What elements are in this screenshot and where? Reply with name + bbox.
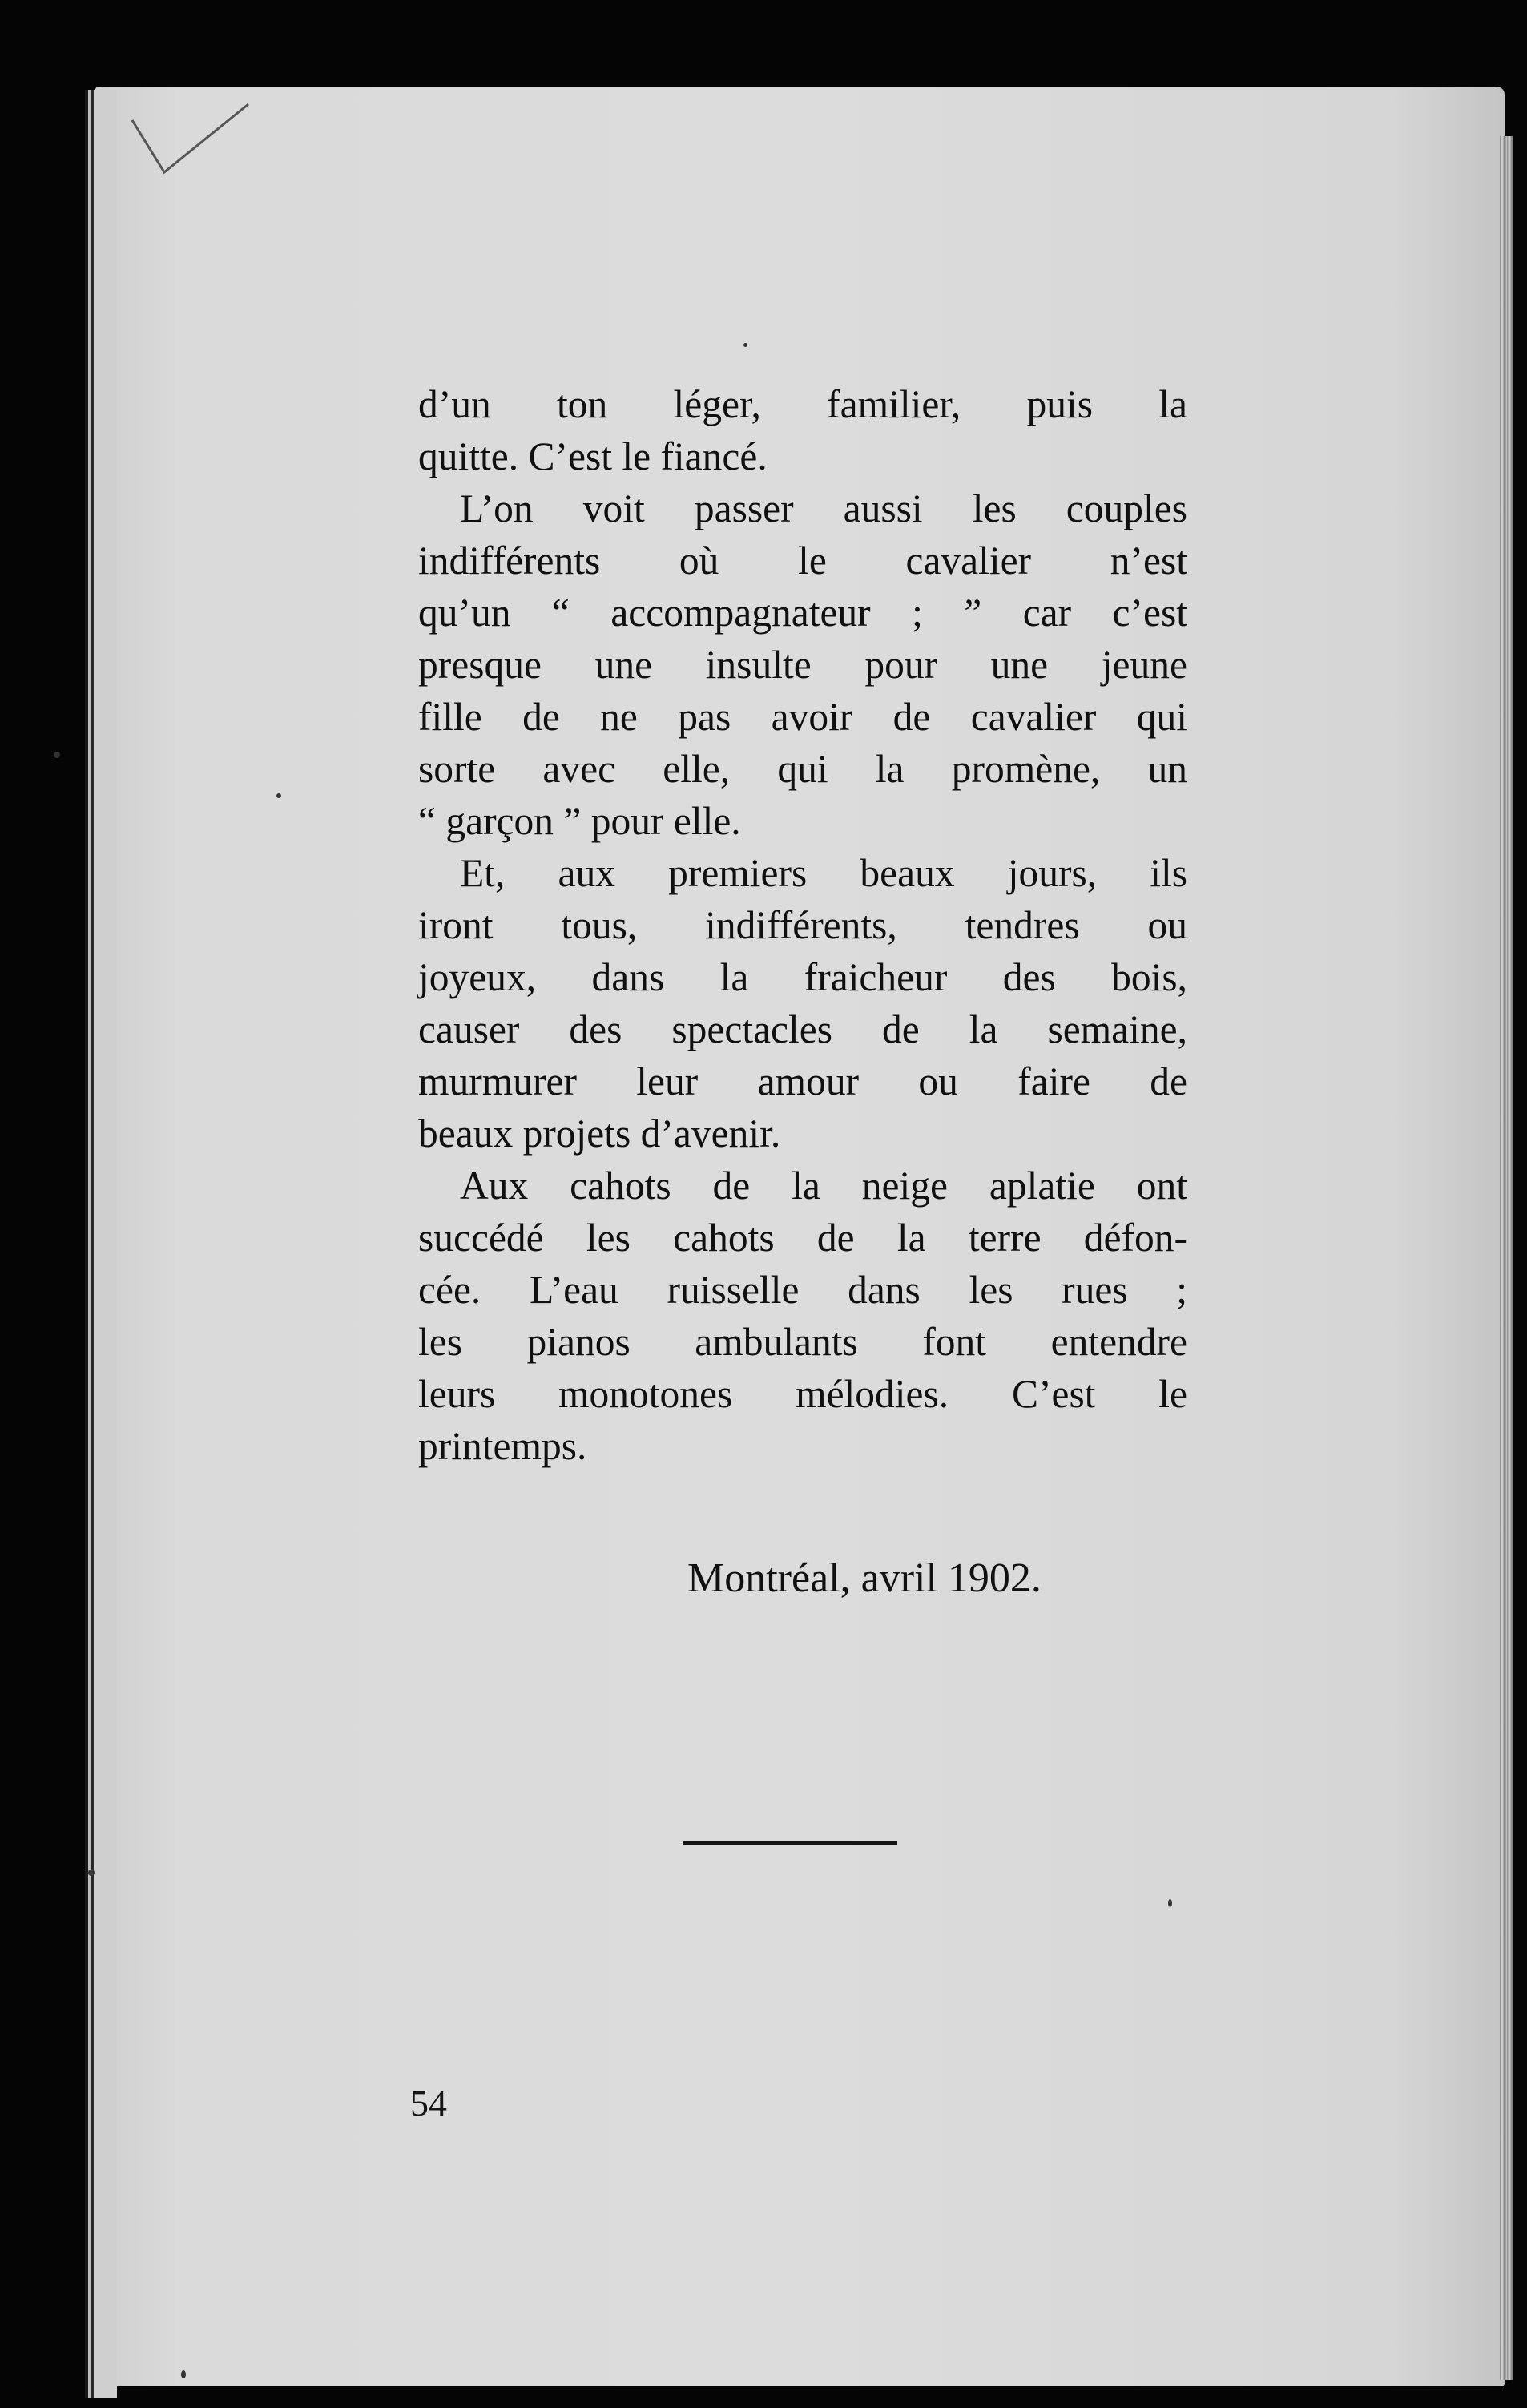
- text-line: murmurer leur amour ou faire de: [418, 1059, 1187, 1103]
- paragraph-1: [418, 378, 1187, 482]
- dust-speck: [743, 343, 747, 347]
- text-line: printemps.: [418, 1424, 587, 1468]
- page-number: 54: [410, 2083, 447, 2124]
- dust-speck: [54, 752, 60, 758]
- text-line: L’on voit passer aussi les couples: [460, 486, 1187, 530]
- text-line: causer des spectacles de la semaine,: [418, 1007, 1187, 1051]
- dust-speck: [181, 2370, 186, 2378]
- place-date-signature: Montréal, avril 1902.: [687, 1555, 1042, 1601]
- text-line: Et, aux premiers beaux jours, ils: [460, 851, 1187, 895]
- section-divider-rule: [683, 1841, 897, 1845]
- body-text: [418, 378, 1187, 1472]
- text-line: fille de ne pas avoir de cavalier qui: [418, 695, 1187, 739]
- text-line: iront tous, indifférents, tendres ou: [418, 903, 1187, 947]
- page-binding-edge: [85, 90, 117, 2398]
- folded-corner-mark: [128, 96, 256, 176]
- text-line: les pianos ambulants font entendre: [418, 1320, 1187, 1364]
- text-line: qu’un “ accompagnateur ; ” car c’est: [418, 591, 1187, 635]
- text-line: cée. L’eau ruisselle dans les rues ;: [418, 1268, 1187, 1312]
- text-line: leurs monotones mélodies. C’est le: [418, 1372, 1187, 1416]
- text-line: “ garçon ” pour elle.: [418, 799, 741, 843]
- text-line: joyeux, dans la fraicheur des bois,: [418, 955, 1187, 999]
- paragraph-4: [418, 1160, 1187, 1472]
- dust-speck: [1168, 1899, 1172, 1907]
- text-line: beaux projets d’avenir.: [418, 1111, 781, 1156]
- text-line: sorte avec elle, qui la promène, un: [418, 747, 1187, 791]
- text-line: indifférents où le cavalier n’est: [418, 538, 1187, 583]
- dust-speck: [276, 793, 281, 798]
- text-line: presque une insulte pour une jeune: [418, 643, 1187, 687]
- dust-speck: [88, 1870, 95, 1876]
- paragraph-2: [418, 482, 1187, 847]
- page-right-edge: [1500, 136, 1513, 2380]
- text-line: quitte. C’est le fiancé.: [418, 434, 768, 478]
- text-line: Aux cahots de la neige aplatie ont: [460, 1164, 1187, 1208]
- text-line: succédé les cahots de la terre défon-: [418, 1216, 1187, 1260]
- paragraph-3: [418, 847, 1187, 1160]
- text-line: d’un ton léger, familier, puis la: [418, 382, 1187, 426]
